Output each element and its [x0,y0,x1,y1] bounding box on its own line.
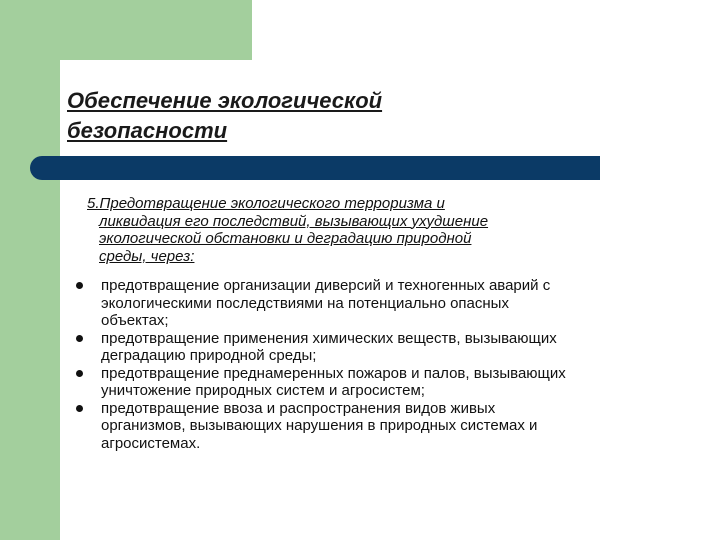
bullet-1-line-1: предотвращение организации диверсий и техногенных аварий с [101,277,551,294]
title-divider-bar [30,156,600,180]
top-accent-block [0,0,252,60]
bullet-3-line-1: предотвращение преднамеренных пожаров и палов, вызывающих [101,364,566,382]
bullet-dot-icon [76,405,83,412]
bullet-dot-icon [76,282,83,289]
bullet-3-line-2: уничтожение природных систем и агросистем; [101,382,425,399]
bullet-list [76,277,676,452]
bullet-dot-icon [76,335,83,342]
bullet-item-1 [76,277,676,330]
slide-title-line-1: Обеспечение экологической [67,88,383,113]
bullet-1-line-2: экологическими последствиями на потенциально опасных [101,294,509,312]
bullet-2-line-1: предотвращение применения химических веществ, вызывающих [101,329,557,347]
subheading-line-1: 5.Предотвращение экологического терроризма и [87,195,445,212]
bullet-4-line-3: агросистемах. [101,434,201,452]
bullet-item-2 [76,330,676,365]
slide-title-line-2: безопасности [67,118,228,143]
bullet-4-line-2: организмов, вызывающих нарушения в природных системах и [101,417,538,434]
bullet-item-3 [76,365,676,400]
bullet-1-line-3: объектах; [101,312,169,329]
left-accent-band [0,0,60,540]
bullet-4-line-1: предотвращение ввоза и распространения видов живых [101,399,496,417]
bullet-item-4 [76,400,676,453]
subheading [87,195,647,265]
subheading-line-4: среды, через: [99,247,195,265]
bullet-2-line-2: деградацию природной среды; [101,347,317,364]
subheading-line-3: экологической обстановки и деградацию природной [99,230,472,247]
slide-title [67,86,567,146]
subheading-line-2: ликвидация его последствий, вызывающих ухудшение [99,212,489,230]
bullet-dot-icon [76,370,83,377]
